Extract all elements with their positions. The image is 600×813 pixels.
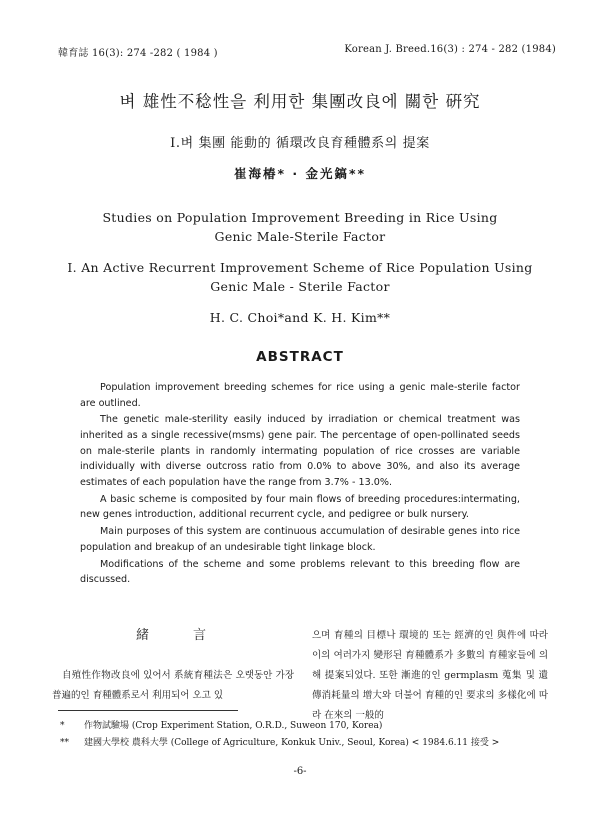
- footnote-text: 建國大學校 農科大學 (College of Agriculture, Konkuk Univ., Seoul, Korea) < 1984.6.11 接受 >: [84, 738, 500, 748]
- footnote-text: 作物試驗場 (Crop Experiment Station, O.R.D., Suweon 170, Korea): [84, 721, 383, 731]
- footnote-affiliation-1: [60, 718, 382, 731]
- footnote-mark: *: [60, 721, 65, 731]
- abstract-paragraph: Main purposes of this system are continuous accumulation of desirable genes into rice population and breakup of an undesirable tight linkage block.: [80, 526, 520, 553]
- abstract-paragraph: A basic scheme is composited by four main flows of breeding procedures:intermating, new genes introduction, additional recurrent cycle, and pedigree or bulk nursery.: [80, 493, 520, 521]
- title-english-line: Studies on Population Improvement Breeding in Rice Using: [102, 210, 498, 225]
- subtitle-english-line: Genic Male - Sterile Factor: [210, 279, 390, 294]
- footnote-mark: **: [60, 738, 69, 748]
- page-number: -6-: [293, 766, 307, 777]
- authors-english: H. C. Choi*and K. H. Kim**: [209, 310, 391, 325]
- abstract-body: [80, 380, 520, 589]
- footnote-affiliation-2: [60, 735, 499, 748]
- section-title-introduction: 緒言: [135, 628, 250, 643]
- paper-title-korean: 벼 雄性不稔性을 利用한 集團改良에 關한 硏究: [119, 92, 481, 111]
- body-text-right: 으며 育種의 目標나 環境的 또는 經濟的인 與件에 따라 이의 여러가지 變形된 育種體系가 多數의 育種家들에 의해 提案되었다. 또한 漸進的인 germplasm 蒐集 및 遺傳消耗量의 增大와 더불어 育種的인 要求의 多樣化에 따라 在來의 一般的: [312, 630, 548, 721]
- header-citation-korean: 韓育誌 16(3): 274 -282 ( 1984 ): [58, 48, 218, 59]
- paper-subtitle-english: [0, 258, 600, 296]
- authors-korean: 崔海椿* · 金光鎬**: [233, 166, 367, 181]
- title-english-line: Genic Male-Sterile Factor: [214, 229, 386, 244]
- abstract-paragraph: The genetic male-sterility easily induced by irradiation or chemical treatment was inherited as a single recessive(msms) gene pair. The percentage of open-pollinated seeds on male-sterile plants in randomly intermating population of rice crosses are variable individually with diverse outcross ratio from 0.0% to above 30%, and also its average estimates of each population have the range from 3.7% - 13.0%.: [80, 414, 520, 488]
- body-column-right: [312, 626, 548, 726]
- body-column-left: [52, 622, 294, 706]
- abstract-paragraph: Population improvement breeding schemes for rice using a genic male-sterile factor are outlined.: [80, 382, 520, 409]
- subtitle-english-line: Ⅰ. An Active Recurrent Improvement Scheme of Rice Population Using: [67, 260, 533, 275]
- body-text-left: 自殖性作物改良에 있어서 系統育種法은 오랫동안 가장 普遍的인 育種體系로서 利用되어 오고 있: [52, 670, 294, 701]
- abstract-heading: ABSTRACT: [256, 349, 344, 365]
- abstract-paragraph: Modifications of the scheme and some problems relevant to this breeding flow are discussed.: [80, 558, 520, 586]
- header-citation-english: Korean J. Breed.16(3) : 274 - 282 (1984): [344, 44, 556, 55]
- footnote-divider: [58, 710, 238, 711]
- paper-subtitle-korean: Ⅰ.벼 集團 能動的 循環改良育種體系의 提案: [170, 136, 430, 151]
- paper-title-english: [0, 208, 600, 246]
